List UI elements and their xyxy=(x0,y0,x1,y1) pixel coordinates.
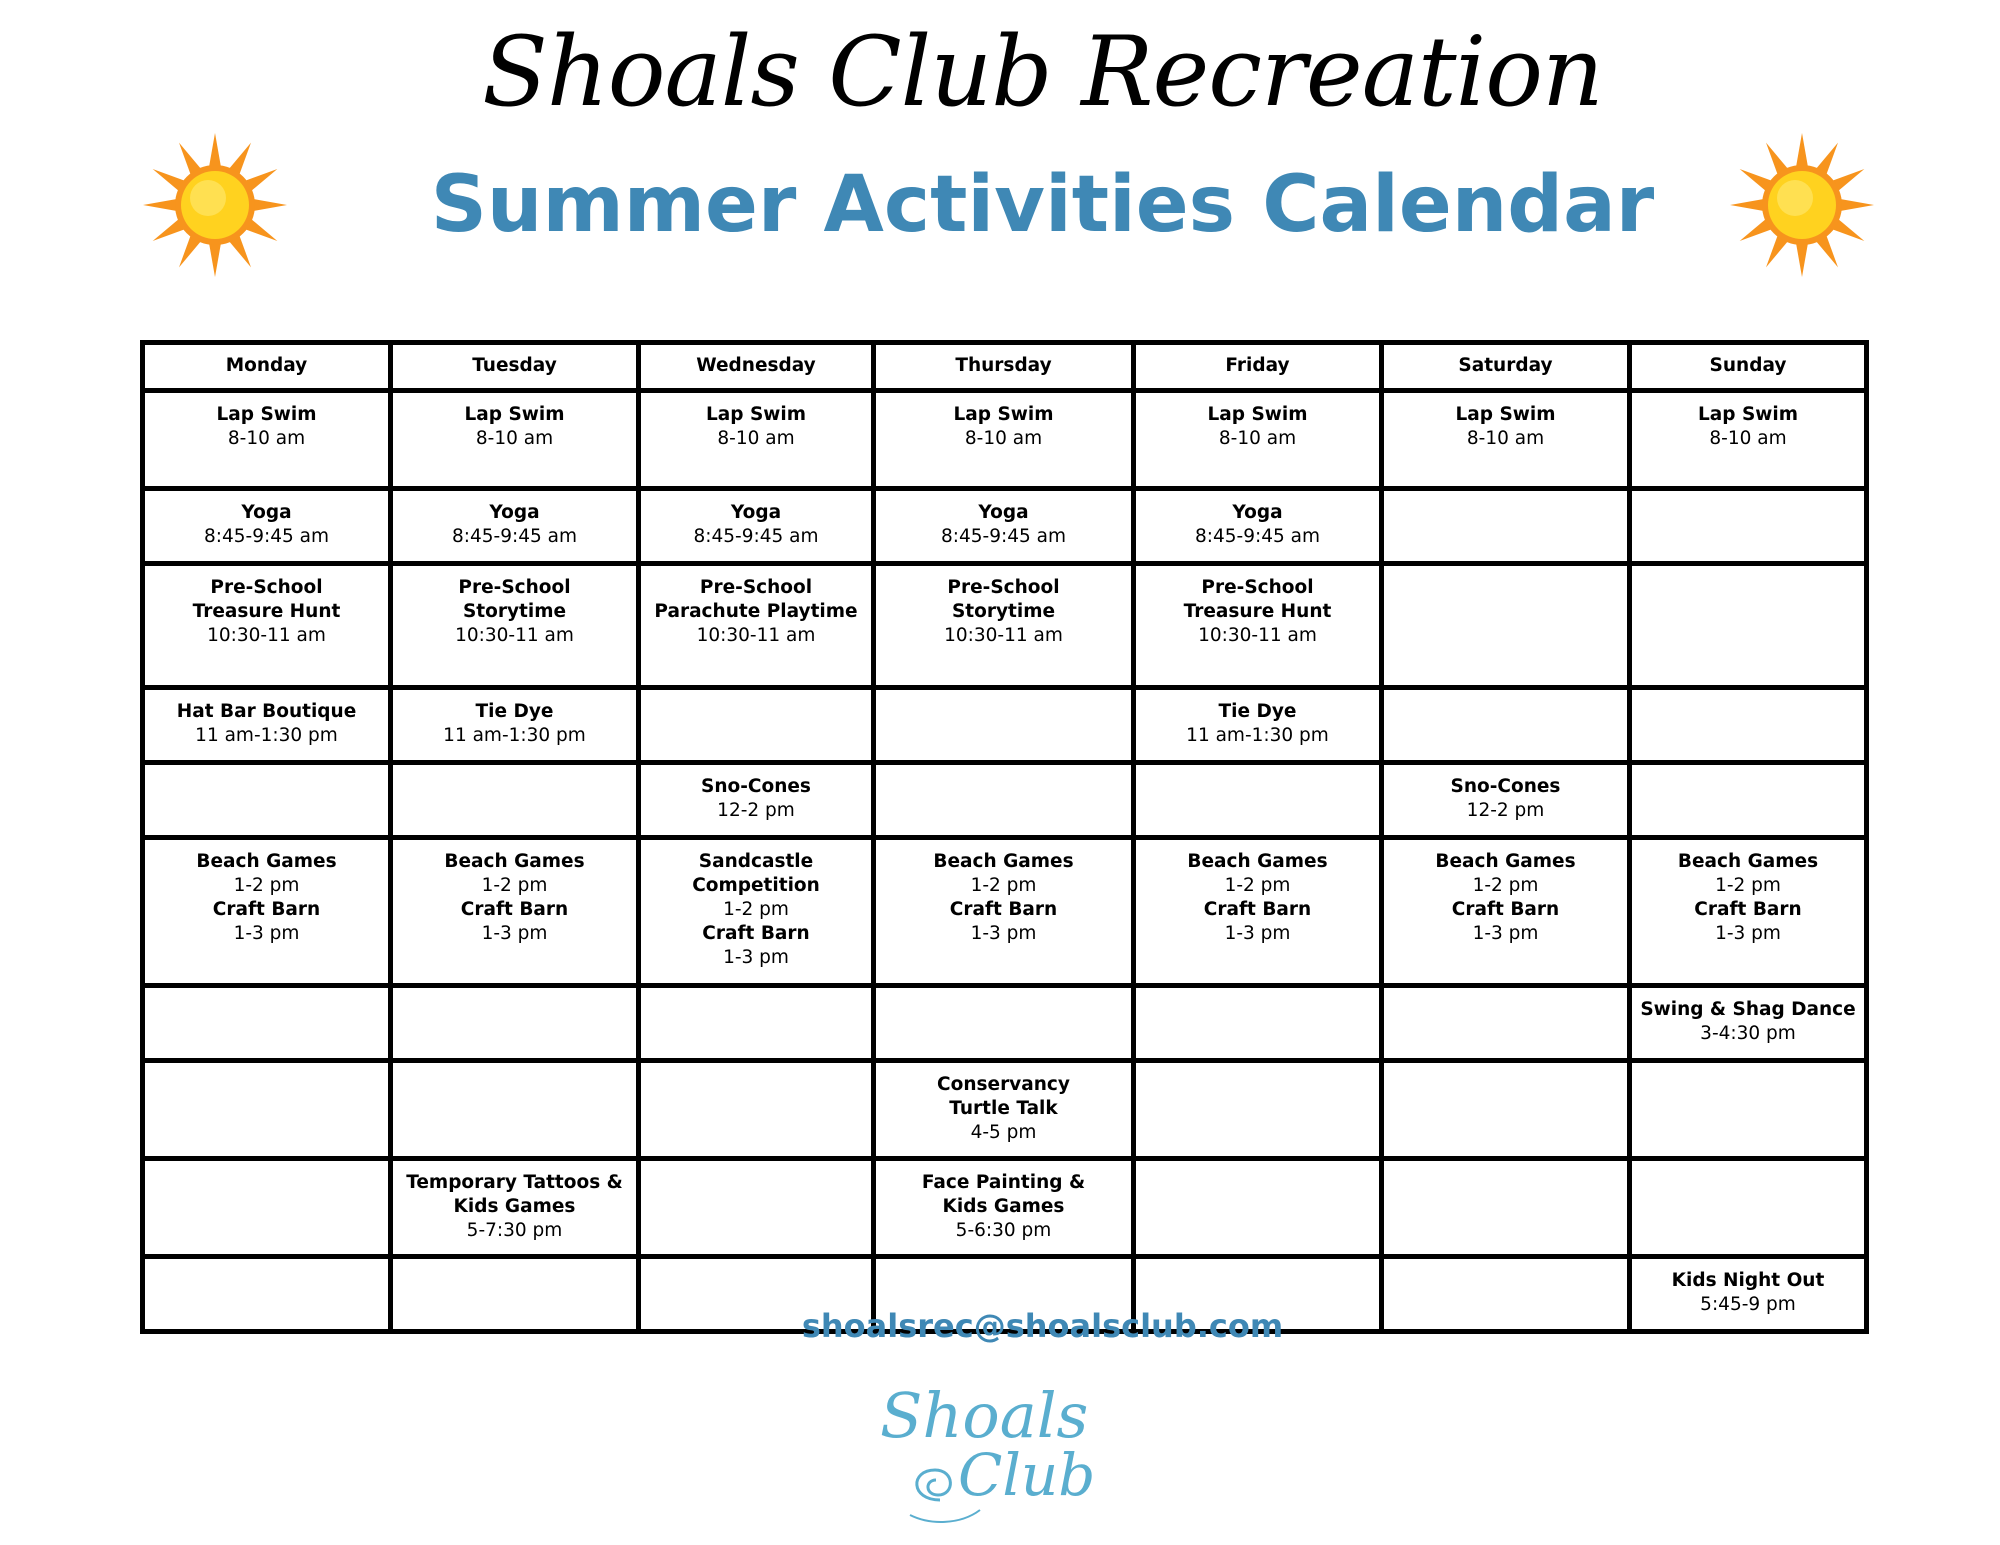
calendar-cell xyxy=(1630,391,1867,489)
calendar-cell xyxy=(143,1061,391,1159)
activity-name: Parachute Playtime xyxy=(654,601,858,622)
calendar-cell xyxy=(1382,688,1630,763)
activity-name: Turtle Talk xyxy=(949,1098,1058,1119)
script-title: Shoals Club Recreation xyxy=(482,16,1603,128)
calendar-cell xyxy=(639,1159,874,1257)
activity-name: Craft Barn xyxy=(212,899,321,920)
calendar-cell xyxy=(1630,1061,1867,1159)
calendar-cell xyxy=(143,489,391,564)
calendar-cell xyxy=(874,838,1134,986)
activity-time: 8-10 am xyxy=(475,428,554,449)
activity-time: 1-2 pm xyxy=(233,875,300,896)
calendar-cell xyxy=(639,489,874,564)
activity-name: Lap Swim xyxy=(464,404,565,425)
activity-name: Hat Bar Boutique xyxy=(176,701,357,722)
activity-time: 5:45-9 pm xyxy=(1700,1294,1796,1315)
activity-name: Yoga xyxy=(978,502,1029,523)
activity-name: Kids Night Out xyxy=(1671,1270,1825,1291)
activity-name: Temporary Tattoos & xyxy=(406,1172,623,1193)
activity-time: 8-10 am xyxy=(964,428,1043,449)
calendar-cell xyxy=(874,391,1134,489)
calendar-cell xyxy=(143,763,391,838)
activity-time: 11 am-1:30 pm xyxy=(1186,725,1329,746)
activity-name: Yoga xyxy=(730,502,782,523)
activity-time: 11 am-1:30 pm xyxy=(195,725,338,746)
activity-time: 8:45-9:45 am xyxy=(451,526,577,547)
calendar-cell xyxy=(1382,763,1630,838)
calendar-cell xyxy=(639,688,874,763)
activity-name: Beach Games xyxy=(933,851,1074,872)
calendar-cell xyxy=(1382,986,1630,1061)
activity-time: 1-3 pm xyxy=(970,923,1037,944)
calendar-cell xyxy=(639,391,874,489)
calendar-cell xyxy=(1134,688,1382,763)
calendar-cell xyxy=(1134,489,1382,564)
calendar-row xyxy=(143,1159,1867,1257)
activity-time: 11 am-1:30 pm xyxy=(443,725,586,746)
calendar-cell xyxy=(1382,1159,1630,1257)
activity-time: 8-10 am xyxy=(717,428,795,449)
activity-name: Pre-School xyxy=(947,577,1060,598)
calendar-cell xyxy=(874,564,1134,688)
activity-name: Sno-Cones xyxy=(1450,776,1561,797)
activity-time: 8:45-9:45 am xyxy=(1194,526,1320,547)
calendar-cell xyxy=(391,1061,639,1159)
activity-name: Pre-School xyxy=(699,577,813,598)
activity-name: Lap Swim xyxy=(1455,404,1556,425)
activity-name: Kids Games xyxy=(453,1196,576,1217)
calendar-cell xyxy=(143,564,391,688)
activity-name: Competition xyxy=(692,875,820,896)
activity-name: Beach Games xyxy=(444,851,585,872)
activity-time: 1-3 pm xyxy=(1715,923,1781,944)
calendar-cell xyxy=(391,564,639,688)
calendar-row xyxy=(143,688,1867,763)
activity-time: 8:45-9:45 am xyxy=(203,526,329,547)
calendar-row xyxy=(143,1061,1867,1159)
logo-text-club: Club xyxy=(958,1441,1096,1509)
logo-flourish xyxy=(910,1510,980,1522)
calendar-cell xyxy=(639,763,874,838)
calendar-cell xyxy=(874,1159,1134,1257)
activity-time: 10:30-11 am xyxy=(696,625,816,646)
calendar-cell xyxy=(1630,763,1867,838)
activity-time: 1-2 pm xyxy=(970,875,1037,896)
activity-time: 12-2 pm xyxy=(1466,800,1545,821)
activity-time: 4-5 pm xyxy=(970,1122,1037,1143)
activity-name: Tie Dye xyxy=(1218,701,1297,722)
calendar-cell xyxy=(391,1159,639,1257)
activity-name: Pre-School xyxy=(1201,577,1314,598)
activity-time: 8-10 am xyxy=(227,428,306,449)
activity-time: 5-7:30 pm xyxy=(466,1220,563,1241)
activity-name: Storytime xyxy=(951,601,1056,622)
activity-name: Treasure Hunt xyxy=(192,601,341,622)
activity-name: Craft Barn xyxy=(460,899,569,920)
calendar-cell xyxy=(639,838,874,986)
calendar-cell xyxy=(143,1159,391,1257)
calendar-cell xyxy=(874,1061,1134,1159)
activity-name: Craft Barn xyxy=(1451,899,1560,920)
day-header: Wednesday xyxy=(639,343,874,391)
calendar-cell xyxy=(639,1061,874,1159)
calendar-row xyxy=(143,489,1867,564)
activity-time: 1-3 pm xyxy=(481,923,548,944)
activity-time: 8-10 am xyxy=(1466,428,1545,449)
activity-time: 1-2 pm xyxy=(1715,875,1781,896)
activity-time: 1-3 pm xyxy=(1472,923,1539,944)
calendar-cell xyxy=(391,986,639,1061)
calendar-cell xyxy=(391,838,639,986)
activity-time: 12-2 pm xyxy=(717,800,795,821)
activity-time: 1-3 pm xyxy=(1224,923,1291,944)
activity-name: Storytime xyxy=(462,601,567,622)
activity-time: 8:45-9:45 am xyxy=(693,526,819,547)
activity-name: Beach Games xyxy=(1435,851,1576,872)
activity-time: 1-3 pm xyxy=(233,923,300,944)
day-header: Monday xyxy=(143,343,391,391)
activity-name: Face Painting & xyxy=(921,1172,1086,1193)
activity-name: Craft Barn xyxy=(702,923,810,944)
calendar-cell xyxy=(143,688,391,763)
activity-name: Craft Barn xyxy=(1203,899,1312,920)
calendar-cell xyxy=(391,763,639,838)
day-header: Sunday xyxy=(1630,343,1867,391)
calendar-cell xyxy=(1630,564,1867,688)
activity-name: Lap Swim xyxy=(953,404,1054,425)
calendar-cell xyxy=(639,986,874,1061)
activity-name: Sandcastle xyxy=(698,851,814,872)
calendar-row xyxy=(143,763,1867,838)
activity-time: 10:30-11 am xyxy=(1198,625,1317,646)
activity-name: Craft Barn xyxy=(949,899,1058,920)
day-header: Thursday xyxy=(874,343,1134,391)
activity-name: Yoga xyxy=(1232,502,1283,523)
page-title: Summer Activities Calendar xyxy=(430,160,1655,250)
logo-swirl xyxy=(917,1470,951,1500)
activity-time: 10:30-11 am xyxy=(207,625,326,646)
activity-name: Yoga xyxy=(241,502,292,523)
calendar-cell xyxy=(143,391,391,489)
calendar-cell xyxy=(1134,838,1382,986)
calendar-row xyxy=(143,838,1867,986)
activity-name: Conservancy xyxy=(937,1074,1070,1095)
calendar-cell xyxy=(1134,564,1382,688)
activity-time: 1-3 pm xyxy=(723,947,789,968)
shoals-club-logo xyxy=(870,1375,1100,1535)
activity-time: 5-6:30 pm xyxy=(955,1220,1052,1241)
calendar-cell xyxy=(1134,1159,1382,1257)
activity-name: Swing & Shag Dance xyxy=(1640,999,1856,1020)
calendar-row xyxy=(143,986,1867,1061)
activity-name: Beach Games xyxy=(1677,851,1819,872)
activity-name: Lap Swim xyxy=(1698,404,1798,425)
calendar-cell xyxy=(874,763,1134,838)
calendar-cell xyxy=(1630,1159,1867,1257)
activity-name: Yoga xyxy=(489,502,540,523)
calendar-cell xyxy=(1630,489,1867,564)
activity-time: 10:30-11 am xyxy=(455,625,574,646)
calendar-cell xyxy=(874,489,1134,564)
activity-name: Lap Swim xyxy=(706,404,806,425)
calendar-cell xyxy=(1134,391,1382,489)
activity-time: 8-10 am xyxy=(1709,428,1787,449)
calendar-cell xyxy=(391,391,639,489)
calendar-cell xyxy=(143,986,391,1061)
activity-name: Lap Swim xyxy=(216,404,317,425)
calendar-cell xyxy=(391,489,639,564)
day-header: Tuesday xyxy=(391,343,639,391)
calendar-cell xyxy=(143,838,391,986)
day-header: Friday xyxy=(1134,343,1382,391)
activity-name: Pre-School xyxy=(458,577,571,598)
calendar-cell xyxy=(1382,564,1630,688)
activity-name: Craft Barn xyxy=(1694,899,1802,920)
activity-time: 3-4:30 pm xyxy=(1700,1023,1796,1044)
calendar-header-row xyxy=(143,343,1867,391)
logo-text-shoals: Shoals xyxy=(880,1379,1089,1452)
calendar-cell xyxy=(1134,986,1382,1061)
calendar-cell xyxy=(874,986,1134,1061)
calendar-cell xyxy=(1134,763,1382,838)
contact-email[interactable]: shoalsrec@shoalsclub.com xyxy=(801,1307,1284,1345)
activity-name: Kids Games xyxy=(942,1196,1065,1217)
activity-name: Beach Games xyxy=(1187,851,1328,872)
activity-time: 10:30-11 am xyxy=(944,625,1063,646)
activity-time: 1-2 pm xyxy=(1472,875,1539,896)
calendar-cell xyxy=(639,564,874,688)
activity-time: 1-2 pm xyxy=(481,875,548,896)
activity-name: Sno-Cones xyxy=(701,776,811,797)
calendar-cell xyxy=(1630,838,1867,986)
activity-name: Tie Dye xyxy=(475,701,554,722)
activity-time: 1-2 pm xyxy=(723,899,789,920)
calendar-cell xyxy=(1382,838,1630,986)
calendar-cell xyxy=(1134,1061,1382,1159)
activity-time: 8:45-9:45 am xyxy=(940,526,1066,547)
activity-name: Treasure Hunt xyxy=(1183,601,1332,622)
day-header: Saturday xyxy=(1382,343,1630,391)
calendar-row xyxy=(143,391,1867,489)
activity-name: Lap Swim xyxy=(1207,404,1308,425)
calendar-cell xyxy=(874,688,1134,763)
calendar-row xyxy=(143,564,1867,688)
activity-name: Beach Games xyxy=(196,851,337,872)
calendar-cell xyxy=(1630,688,1867,763)
calendar-cell xyxy=(1630,986,1867,1061)
activity-name: Pre-School xyxy=(210,577,323,598)
calendar-cell xyxy=(1382,1061,1630,1159)
calendar-cell xyxy=(1382,391,1630,489)
activities-calendar-table xyxy=(140,340,1869,1334)
activity-time: 8-10 am xyxy=(1218,428,1297,449)
activity-time: 1-2 pm xyxy=(1224,875,1291,896)
calendar-cell xyxy=(391,688,639,763)
calendar-cell xyxy=(1382,489,1630,564)
